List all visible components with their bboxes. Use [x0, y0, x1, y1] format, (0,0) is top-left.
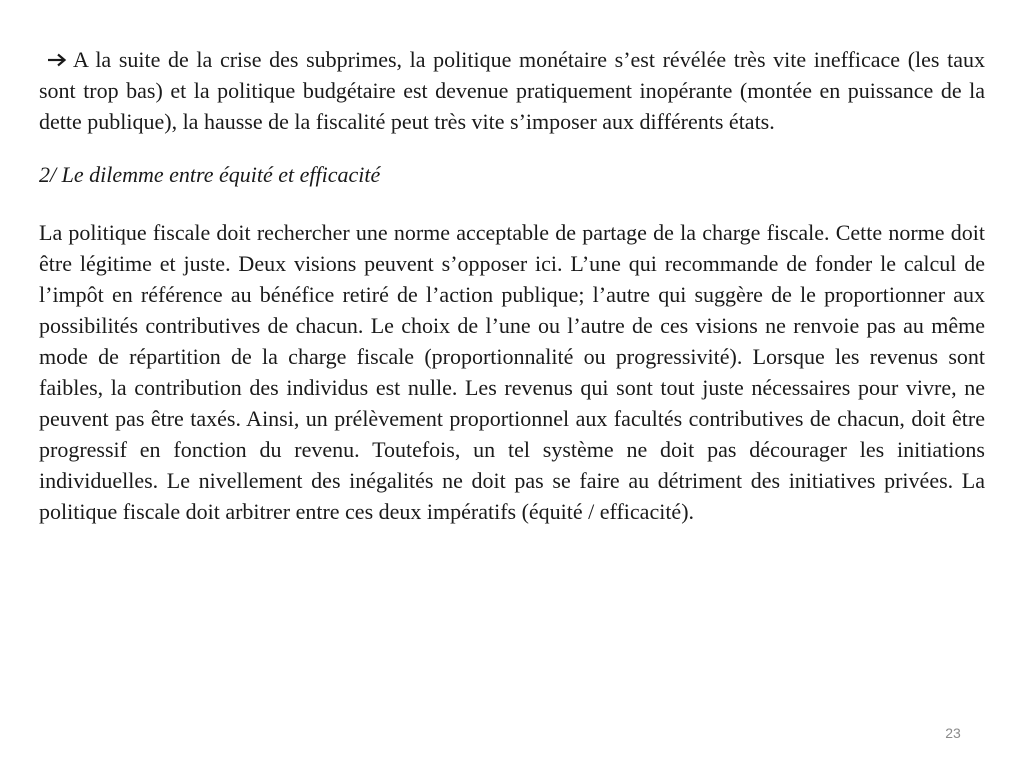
slide-body	[39, 44, 985, 527]
intro-paragraph	[39, 44, 985, 137]
page-number: 23	[945, 725, 961, 741]
section-heading: 2/ Le dilemme entre équité et efficacité	[39, 162, 381, 187]
body-paragraph: La politique fiscale doit rechercher une norme acceptable de partage de la charge fiscale. Cette norme doit être légitime et juste. Deux visions peuvent s’opposer ici. L’une qui recommande de fonder le calcul de l’impôt en référence au bénéfice retiré de l’action publique; l’autre qui suggère de le proportionner aux possibilités contributives de chacun. Le choix de l’une ou l’autre de ces visions ne renvoie pas au même mode de répartition de la charge fiscale (proportionnalité ou progressivité). Lorsque les revenus sont faibles, la contribution des individus est nulle. Les revenus qui sont tout juste nécessaires pour vivre, ne peuvent pas être taxés. Ainsi, un prélèvement proportionnel aux facultés contributives de chacun, doit être progressif en fonction du revenu. Toutefois, un tel système ne doit pas décourager les initiations individuelles. Le nivellement des inégalités ne doit pas se faire au détriment des initiatives privées. La politique fiscale doit arbitrer entre ces deux impératifs (équité / efficacité).	[39, 220, 985, 524]
intro-paragraph-text: A la suite de la crise des subprimes, la politique monétaire s’est révélée très vite inefficace (les taux sont trop bas) et la politique budgétaire est devenue pratiquement inopérante (montée en puissance de la dette publique), la hausse de la fiscalité peut très vite s’imposer aux différents états.	[39, 47, 985, 134]
right-arrow-icon	[48, 53, 67, 67]
